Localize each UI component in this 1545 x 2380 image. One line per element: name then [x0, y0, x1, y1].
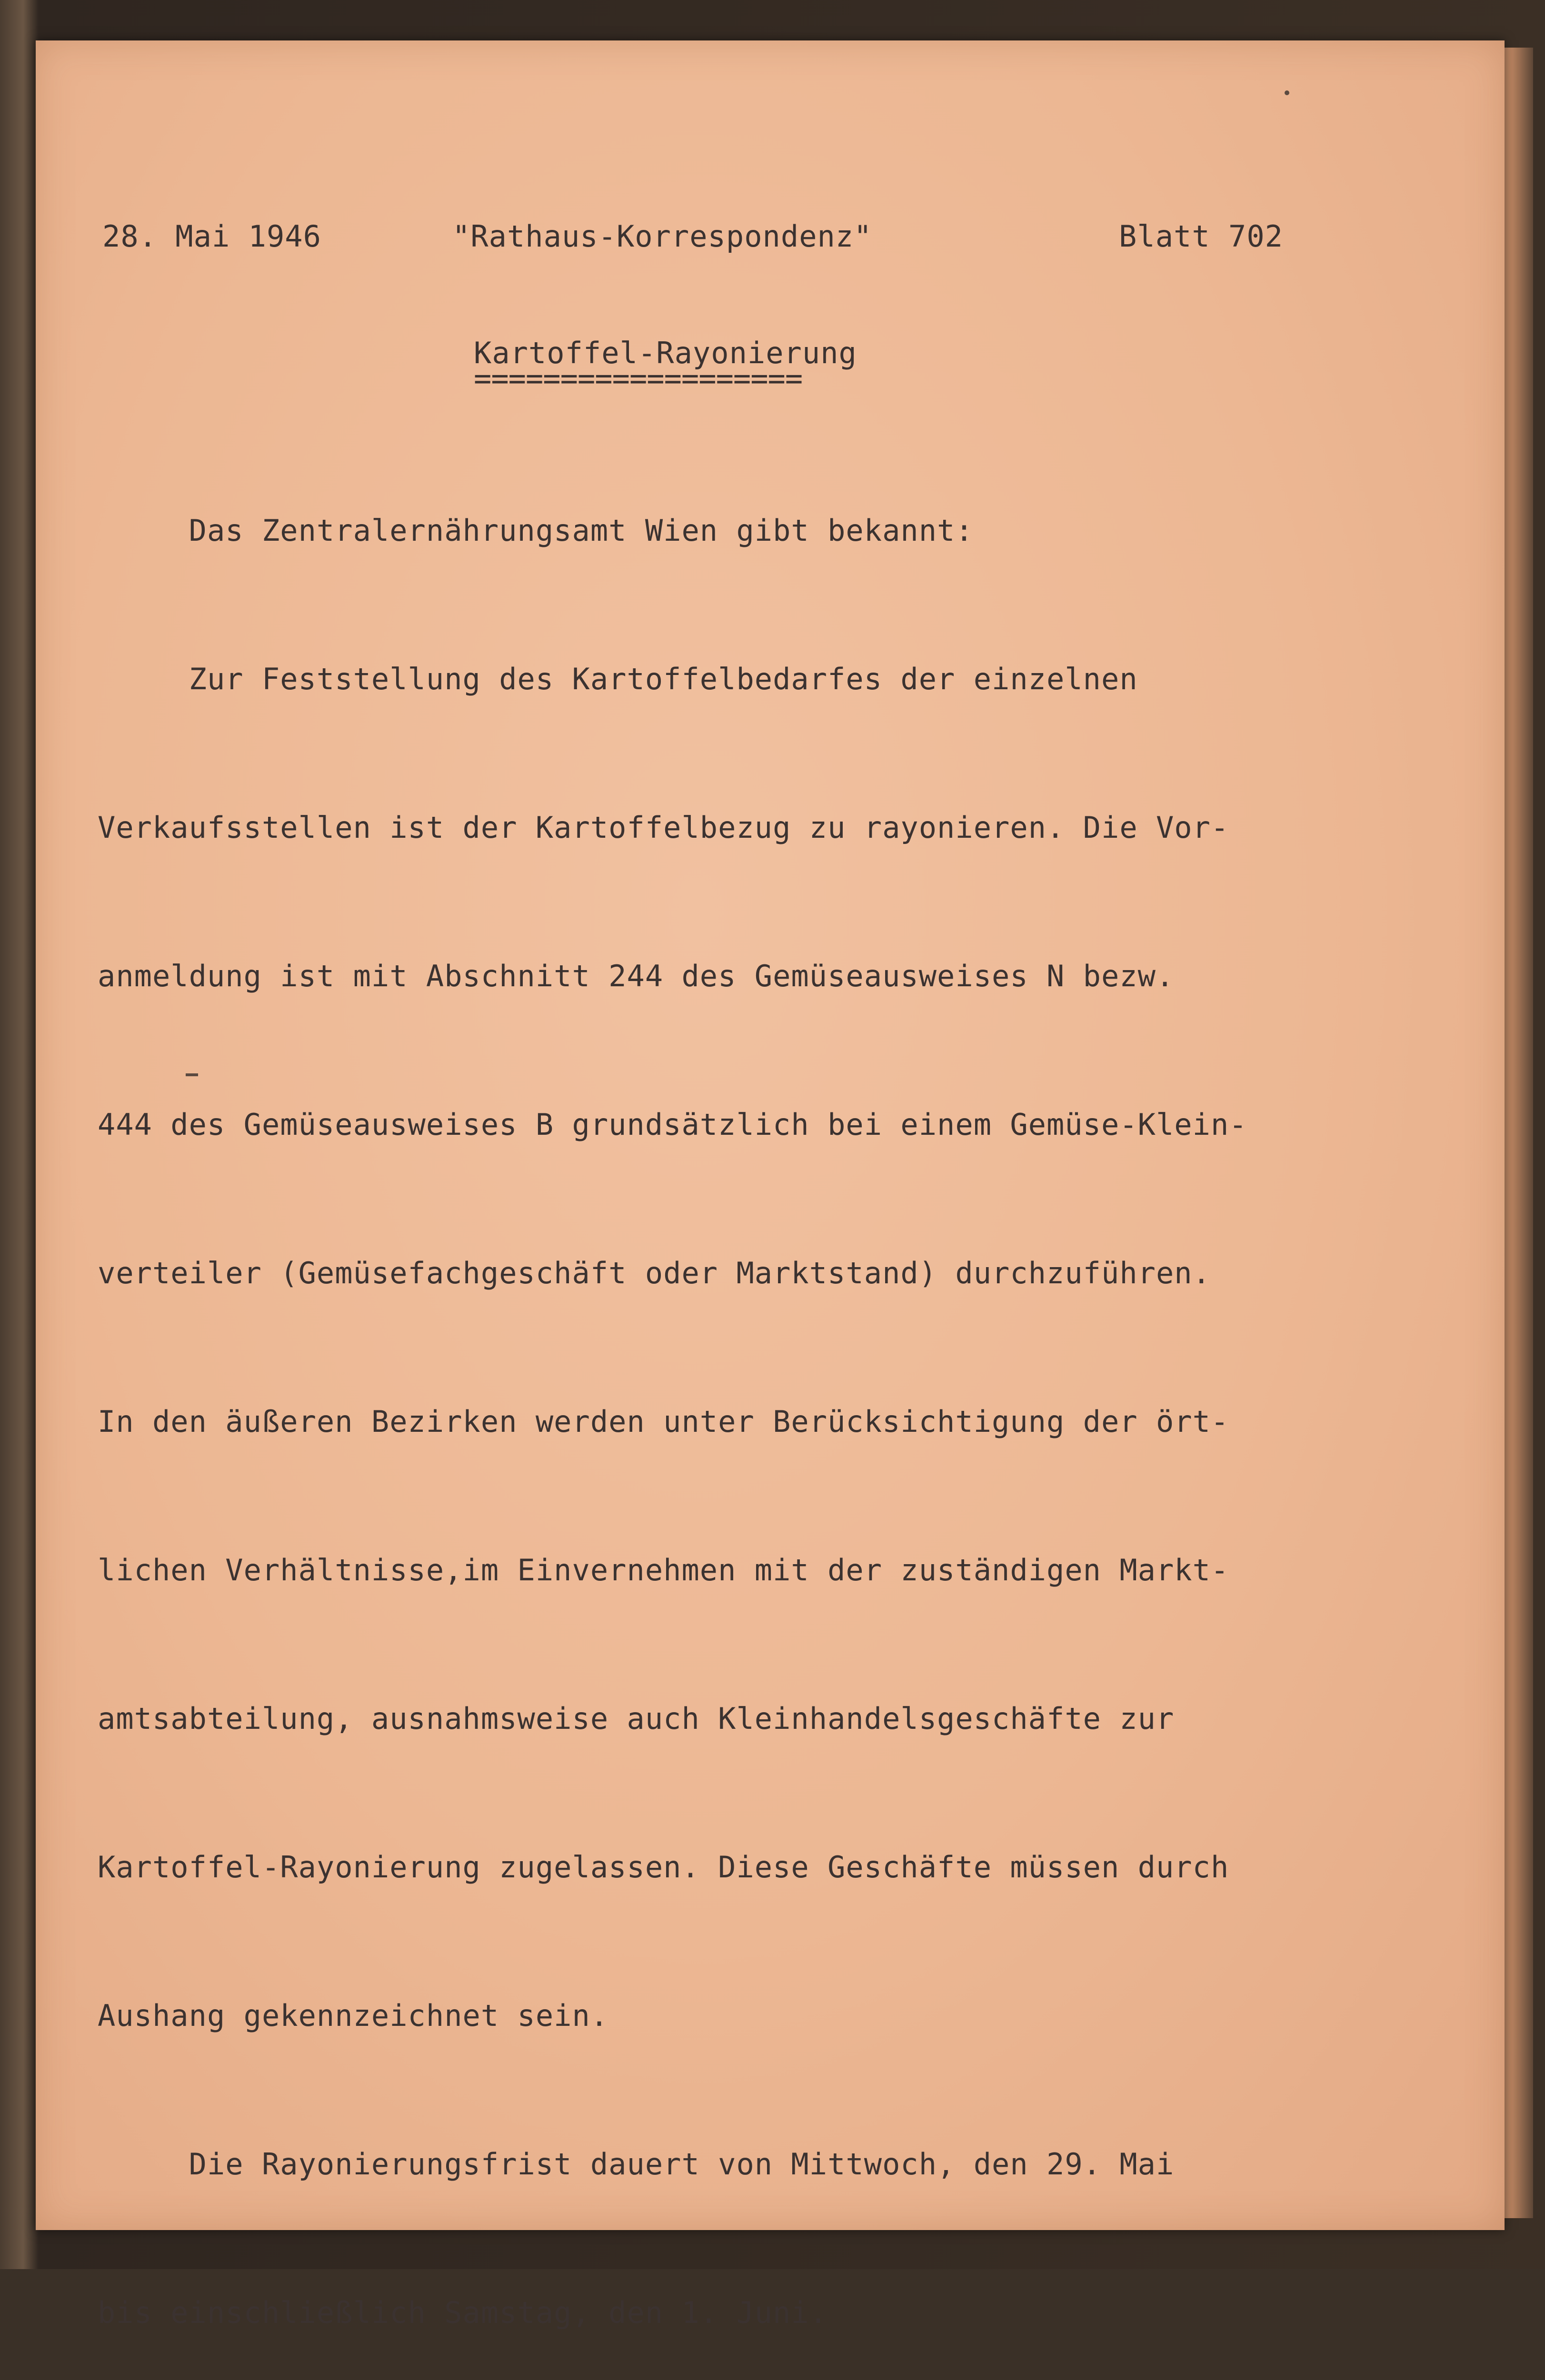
page-header: [102, 212, 1283, 261]
ink-dash: [186, 1073, 198, 1076]
header-publication: "Rathaus-Korrespondenz": [452, 219, 872, 254]
body-line: verteiler (Gemüsefachgeschäft oder Marktstand) durchzuführen.: [98, 1256, 1211, 1290]
header-sheet-number: Blatt 702: [1119, 219, 1283, 254]
title-underline: ===================: [474, 369, 803, 388]
article-title: Kartoffel-Rayonierung: [474, 336, 857, 370]
ink-speck: [1285, 90, 1289, 95]
body-line: bis einschließlich Samstag, den 1. Juni.: [98, 2295, 828, 2330]
body-line: Die Rayonierungsfrist dauert von Mittwoch, den 29. Mai: [98, 2147, 1175, 2182]
body-line: lichen Verhältnisse,im Einvernehmen mit der zuständigen Markt-: [98, 1553, 1229, 1587]
body-line: 444 des Gemüseausweises B grundsätzlich bei einem Gemüse-Klein-: [98, 1107, 1247, 1142]
body-line: Aushang gekennzeichnet sein.: [98, 1998, 609, 2033]
body-line: Zur Feststellung des Kartoffelbedarfes der einzelnen: [98, 662, 1138, 696]
body-line: In den äußeren Bezirken werden unter Berücksichtigung der ört-: [98, 1404, 1229, 1439]
body-line: amtsabteilung, ausnahmsweise auch Kleinhandelsgeschäfte zur: [98, 1701, 1175, 1736]
header-date: 28. Mai 1946: [102, 219, 321, 254]
body-line: anmeldung ist mit Abschnitt 244 des Gemüseausweises N bezw.: [98, 959, 1175, 993]
article-body: [98, 407, 1355, 2380]
body-line: Das Zentralernährungsamt Wien gibt bekannt:: [98, 513, 974, 548]
body-line: Kartoffel-Rayonierung zugelassen. Diese Geschäfte müssen durch: [98, 1850, 1229, 1884]
body-line: Verkaufsstellen ist der Kartoffelbezug zu rayonieren. Die Vor-: [98, 810, 1229, 845]
